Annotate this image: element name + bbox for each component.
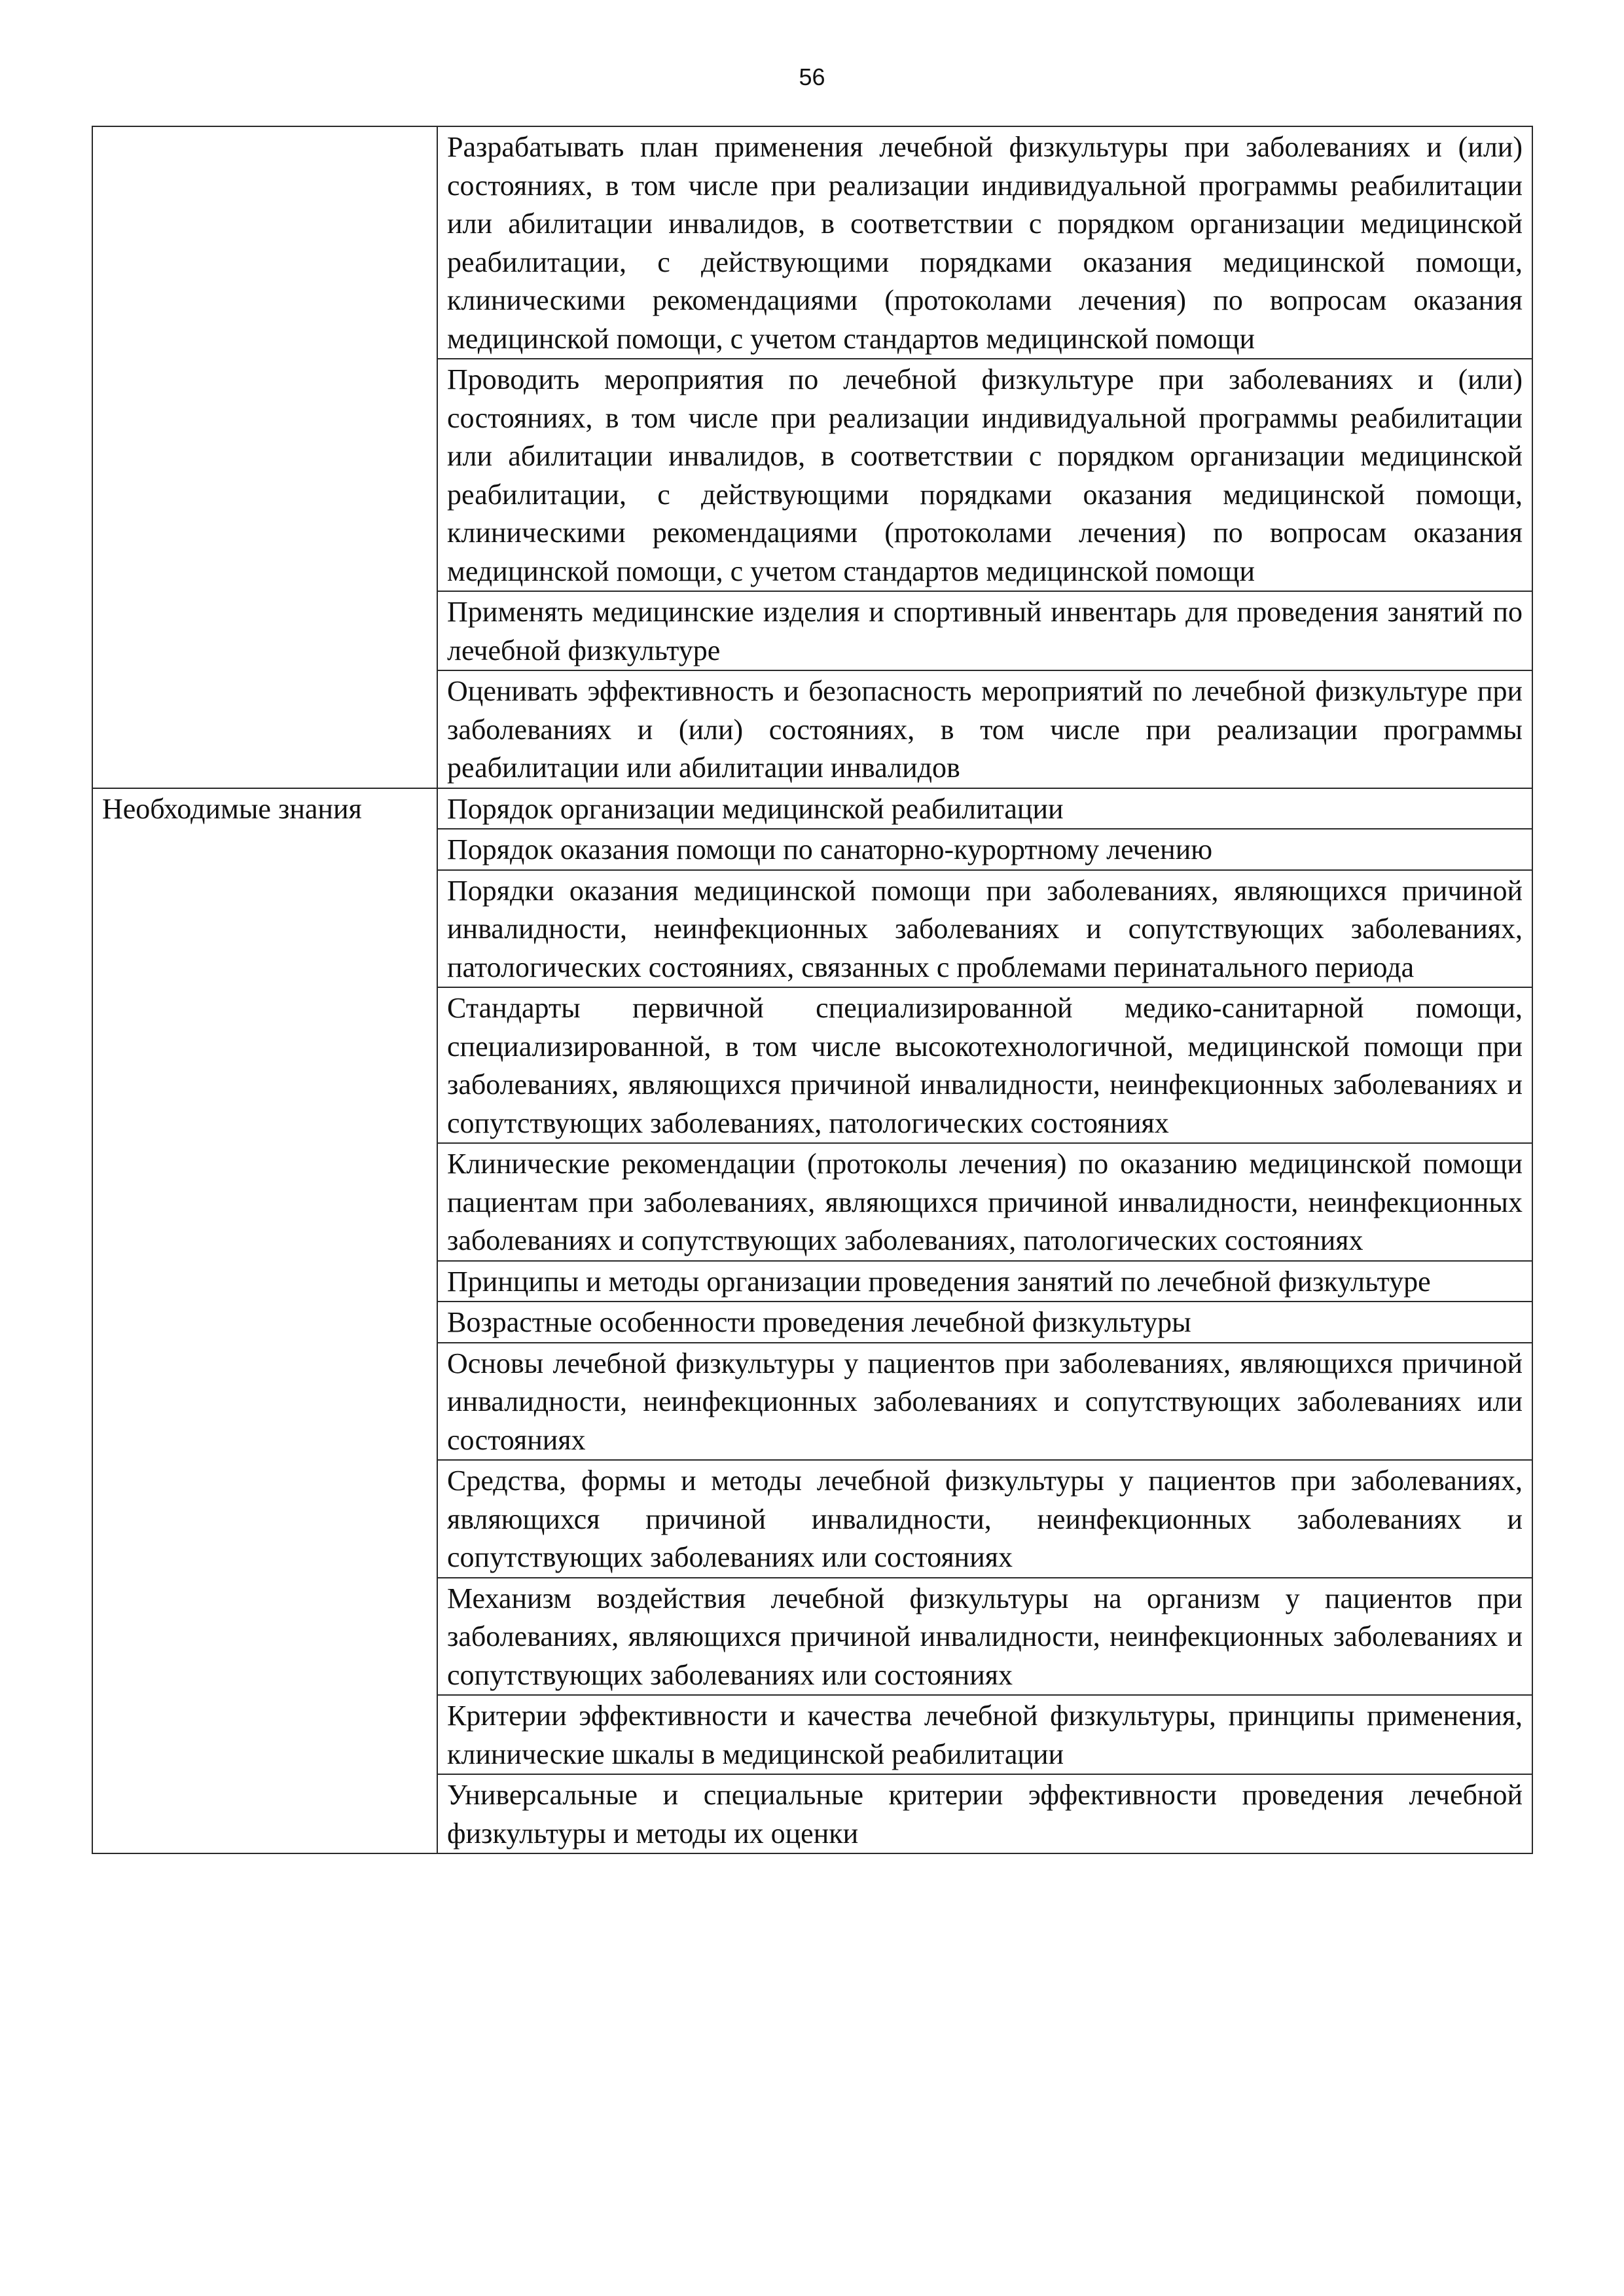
knowledge-item: Порядок оказания помощи по санаторно-курортному лечению — [437, 829, 1532, 870]
table-row — [92, 126, 1532, 359]
skill-item: Оценивать эффективность и безопасность мероприятий по лечебной физкультуре при заболеваниях и (или) состояниях, в том числе при реализации программы реабилитации или абилитации инвалидов — [437, 670, 1532, 788]
skill-item: Применять медицинские изделия и спортивный инвентарь для проведения занятий по лечебной физкультуре — [437, 591, 1532, 670]
row-label-knowledge: Необходимые знания — [92, 788, 437, 1854]
knowledge-item: Возрастные особенности проведения лечебной физкультуры — [437, 1302, 1532, 1343]
table-row — [92, 788, 1532, 829]
knowledge-item: Принципы и методы организации проведения занятий по лечебной физкультуре — [437, 1261, 1532, 1302]
knowledge-item: Стандарты первичной специализированной медико-санитарной помощи, специализированной, в том числе высокотехнологичной, медицинской помощи при заболеваниях, являющихся причиной инвалидности, неинфекционных заболеваниях и сопутствующих заболеваниях, патологических состояниях — [437, 987, 1532, 1143]
knowledge-item: Основы лечебной физкультуры у пациентов при заболеваниях, являющихся причиной инвалидности, неинфекционных заболеваниях и сопутствующих заболеваниях или состояниях — [437, 1343, 1532, 1461]
skill-item: Разрабатывать план применения лечебной физкультуры при заболеваниях и (или) состояниях, в том числе при реализации индивидуальной программы реабилитации или абилитации инвалидов, в соответствии с порядком организации медицинской реабилитации, с действующими порядками оказания медицинской помощи, клиническими рекомендациями (протоколами лечения) по вопросам оказания медицинской помощи, с учетом стандартов медицинской помощи — [437, 126, 1532, 359]
knowledge-item: Критерии эффективности и качества лечебной физкультуры, принципы применения, клинические шкалы в медицинской реабилитации — [437, 1695, 1532, 1774]
row-label-empty — [92, 126, 437, 788]
skill-item: Проводить мероприятия по лечебной физкультуре при заболеваниях и (или) состояниях, в том числе при реализации индивидуальной программы реабилитации или абилитации инвалидов, в соответствии с порядком организации медицинской реабилитации, с действующими порядками оказания медицинской помощи, клиническими рекомендациями (протоколами лечения) по вопросам оказания медицинской помощи, с учетом стандартов медицинской помощи — [437, 359, 1532, 591]
knowledge-item: Универсальные и специальные критерии эффективности проведения лечебной физкультуры и методы их оценки — [437, 1774, 1532, 1853]
knowledge-item: Механизм воздействия лечебной физкультуры на организм у пациентов при заболеваниях, являющихся причиной инвалидности, неинфекционных заболеваниях и сопутствующих заболеваниях или состояниях — [437, 1578, 1532, 1696]
competency-table — [92, 126, 1533, 1854]
knowledge-item: Средства, формы и методы лечебной физкультуры у пациентов при заболеваниях, являющихся причиной инвалидности, неинфекционных заболеваниях и сопутствующих заболеваниях или состояниях — [437, 1460, 1532, 1578]
knowledge-item: Клинические рекомендации (протоколы лечения) по оказанию медицинской помощи пациентам при заболеваниях, являющихся причиной инвалидности, неинфекционных заболеваниях и сопутствующих заболеваниях, патологических состояниях — [437, 1143, 1532, 1261]
knowledge-item: Порядки оказания медицинской помощи при заболеваниях, являющихся причиной инвалидности, неинфекционных заболеваниях и сопутствующих заболеваниях, патологических состояниях, связанных с проблемами перинатального периода — [437, 870, 1532, 988]
knowledge-item: Порядок организации медицинской реабилитации — [437, 788, 1532, 829]
page-number: 56 — [799, 64, 825, 90]
